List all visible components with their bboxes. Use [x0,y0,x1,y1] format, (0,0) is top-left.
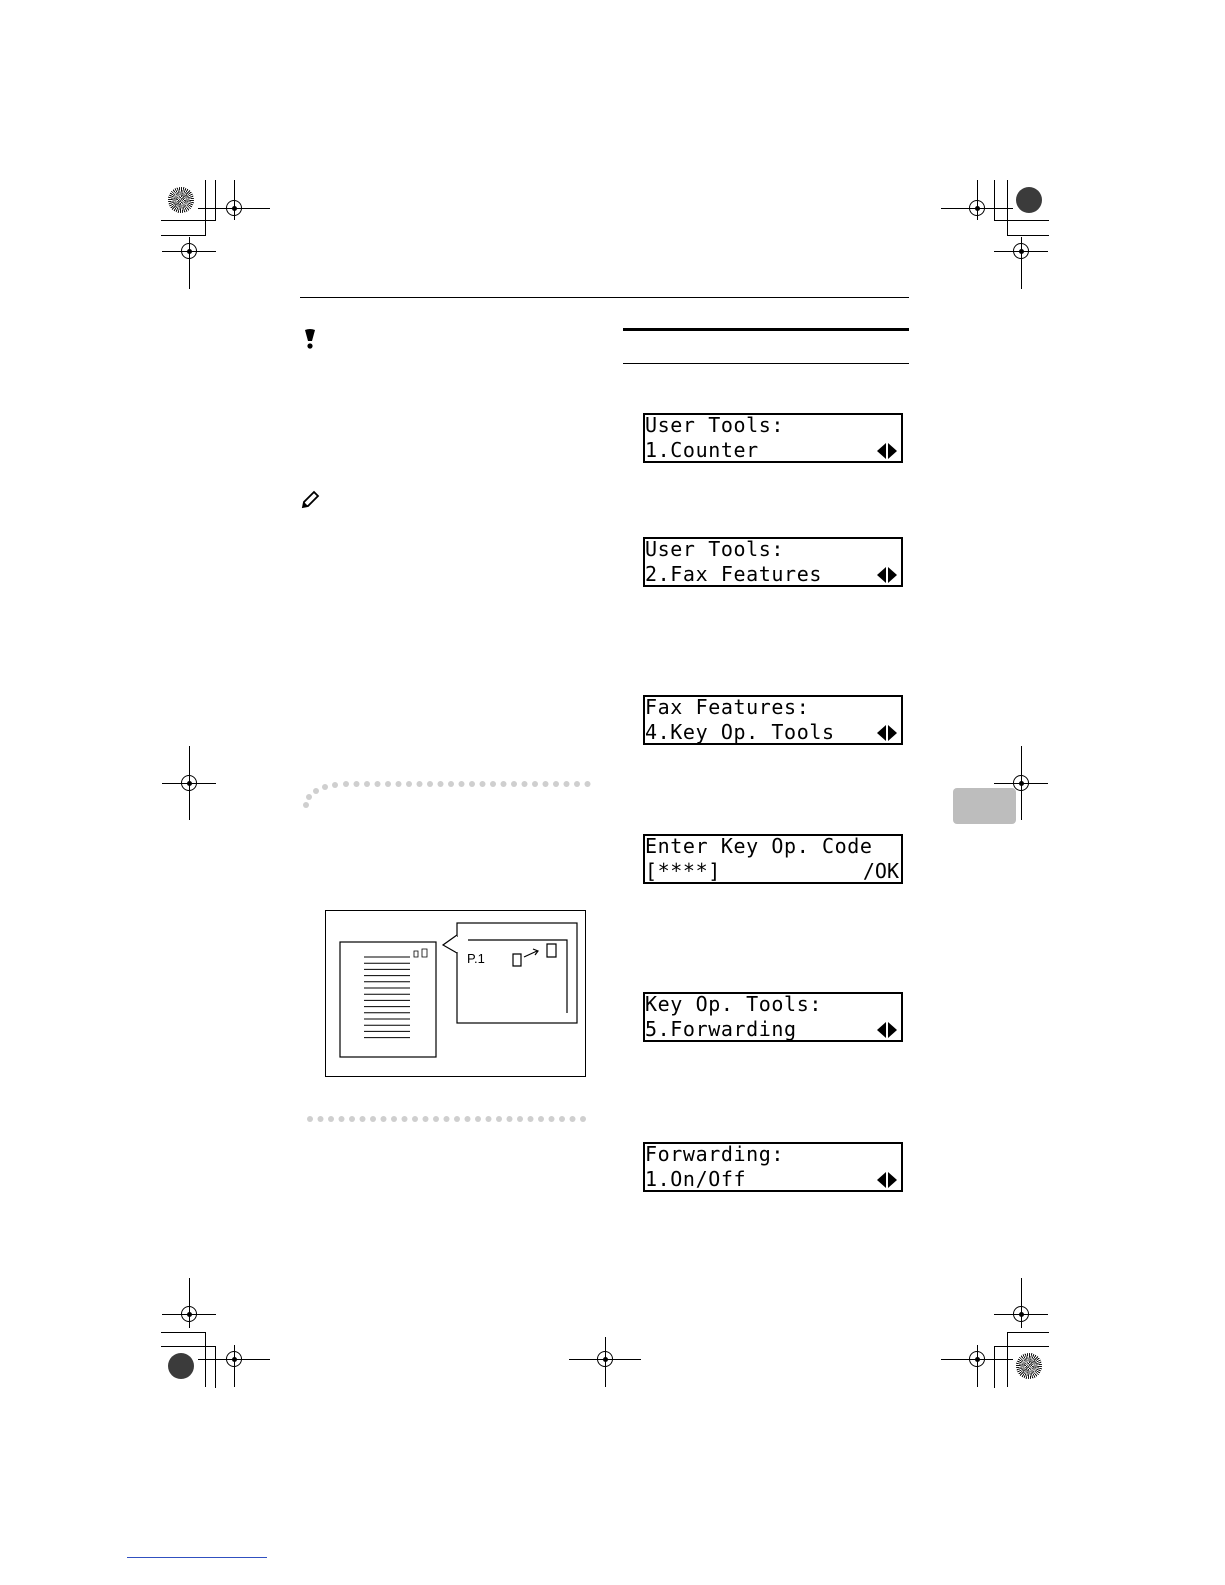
lcd-line-2: 4.Key Op. Tools [645,720,835,744]
lcd-panel-forwarding-on-off [643,1142,903,1192]
document-illustration [325,910,586,1077]
lcd-line-2: 1.On/Off [645,1167,747,1191]
lcd-line-2: 1.Counter [645,438,759,462]
pencil-icon [300,490,320,510]
lcd-panel-user-tools-fax-features [643,537,903,587]
section-rule-top [623,328,909,331]
dotted-separator-top [300,778,592,810]
lcd-line-2: 2.Fax Features [645,562,822,586]
lcd-line-2: 5.Forwarding [645,1017,797,1041]
dotted-separator-bottom [300,1113,592,1125]
lcd-line-2: [****] [645,859,721,883]
lcd-panel-user-tools-counter [643,413,903,463]
color-wheel-icon [168,187,194,213]
left-right-arrow-icon [876,725,898,741]
section-rule-bottom [623,363,909,364]
color-wheel-icon [1016,187,1042,213]
left-right-arrow-icon [876,567,898,583]
left-right-arrow-icon [876,1172,898,1188]
footer-link-underline [127,1557,267,1558]
lcd-line-1: Fax Features: [645,695,810,719]
lcd-ok-label: /OK [862,859,899,883]
lcd-panel-key-op-tools-forwarding [643,992,903,1042]
page-label: P.1 [467,951,485,966]
lcd-line-1: Enter Key Op. Code [645,834,873,858]
left-right-arrow-icon [876,443,898,459]
left-right-arrow-icon [876,1022,898,1038]
color-wheel-icon [168,1353,194,1379]
lcd-panel-enter-key-op-code [643,834,903,884]
lcd-line-1: User Tools: [645,537,785,561]
lcd-line-1: Forwarding: [645,1142,785,1166]
lcd-line-1: Key Op. Tools: [645,992,822,1016]
exclamation-icon [301,328,319,350]
lcd-line-1: User Tools: [645,413,785,437]
lcd-panel-fax-features-key-op-tools [643,695,903,745]
chapter-tab [953,788,1016,824]
color-wheel-icon [1016,1353,1042,1379]
rotated-page-figure [326,911,584,1075]
header-rule [300,297,909,298]
